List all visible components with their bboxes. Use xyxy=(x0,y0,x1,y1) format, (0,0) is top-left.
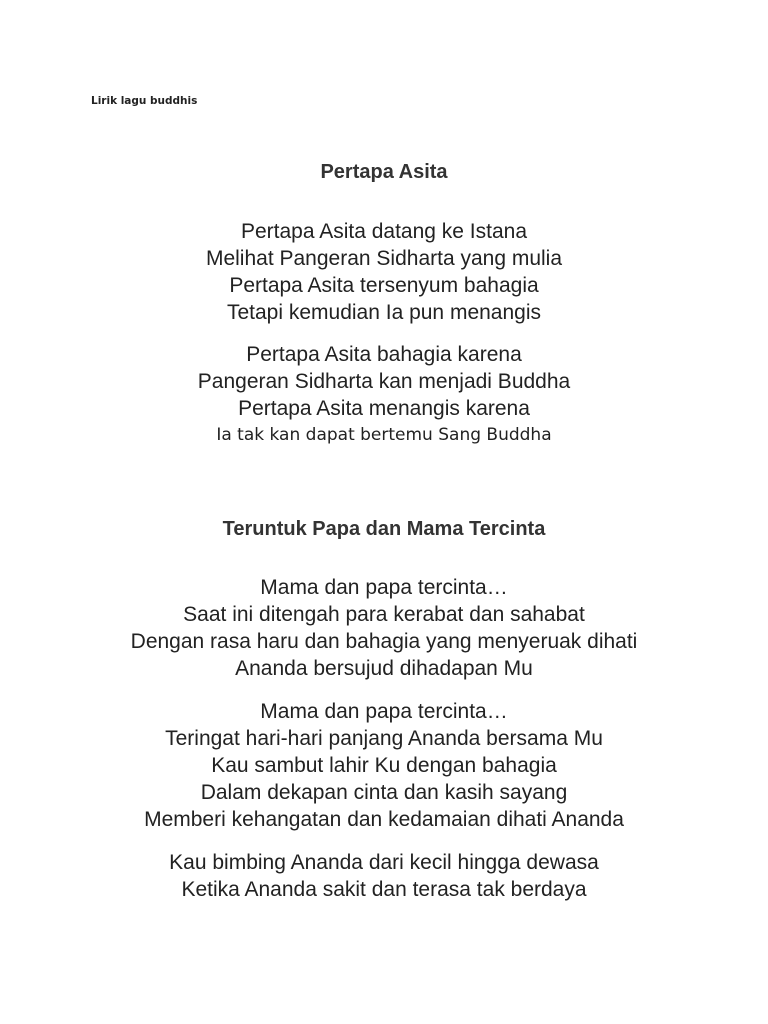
stanza xyxy=(0,218,768,326)
stanza xyxy=(0,698,768,833)
lyric-line: Kau sambut lahir Ku dengan bahagia xyxy=(211,754,557,777)
lyric-line: Saat ini ditengah para kerabat dan sahabat xyxy=(183,603,585,626)
stanza xyxy=(0,341,768,449)
lyric-line: Pertapa Asita datang ke Istana xyxy=(240,220,528,243)
lyric-line: Melihat Pangeran Sidharta yang mulia xyxy=(205,247,563,270)
lyric-line: Memberi kehangatan dan kedamaian dihati Ananda xyxy=(144,808,624,831)
stanza xyxy=(0,574,768,682)
lyric-line: Ananda bersujud dihadapan Mu xyxy=(235,657,533,680)
lyric-line: Pertapa Asita bahagia karena xyxy=(246,343,522,366)
song-title-teruntuk-papa-dan-mama: Teruntuk Papa dan Mama Tercinta xyxy=(222,518,546,540)
lyric-line: Kau bimbing Ananda dari kecil hingga dewasa xyxy=(169,851,599,874)
lyric-line: Dengan rasa haru dan bahagia yang menyeruak dihati xyxy=(130,630,638,653)
lyric-line: Teringat hari-hari panjang Ananda bersama Mu xyxy=(165,727,603,750)
lyric-line: Pertapa Asita tersenyum bahagia xyxy=(229,274,539,297)
lyric-line: Mama dan papa tercinta… xyxy=(260,576,508,599)
lyric-line: Ia tak kan dapat bertemu Sang Buddha xyxy=(216,425,552,445)
lyric-line: Dalam dekapan cinta dan kasih sayang xyxy=(200,781,568,804)
lyric-line: Pangeran Sidharta kan menjadi Buddha xyxy=(197,370,571,393)
lyric-line: Ketika Ananda sakit dan terasa tak berdaya xyxy=(181,878,587,901)
stanza xyxy=(0,849,768,903)
lyric-line: Mama dan papa tercinta… xyxy=(260,700,508,723)
document-header: Lirik lagu buddhis xyxy=(91,95,198,107)
song-title-pertapa-asita: Pertapa Asita xyxy=(320,161,448,183)
lyric-line: Tetapi kemudian Ia pun menangis xyxy=(226,301,542,324)
lyric-line: Pertapa Asita menangis karena xyxy=(238,397,530,420)
